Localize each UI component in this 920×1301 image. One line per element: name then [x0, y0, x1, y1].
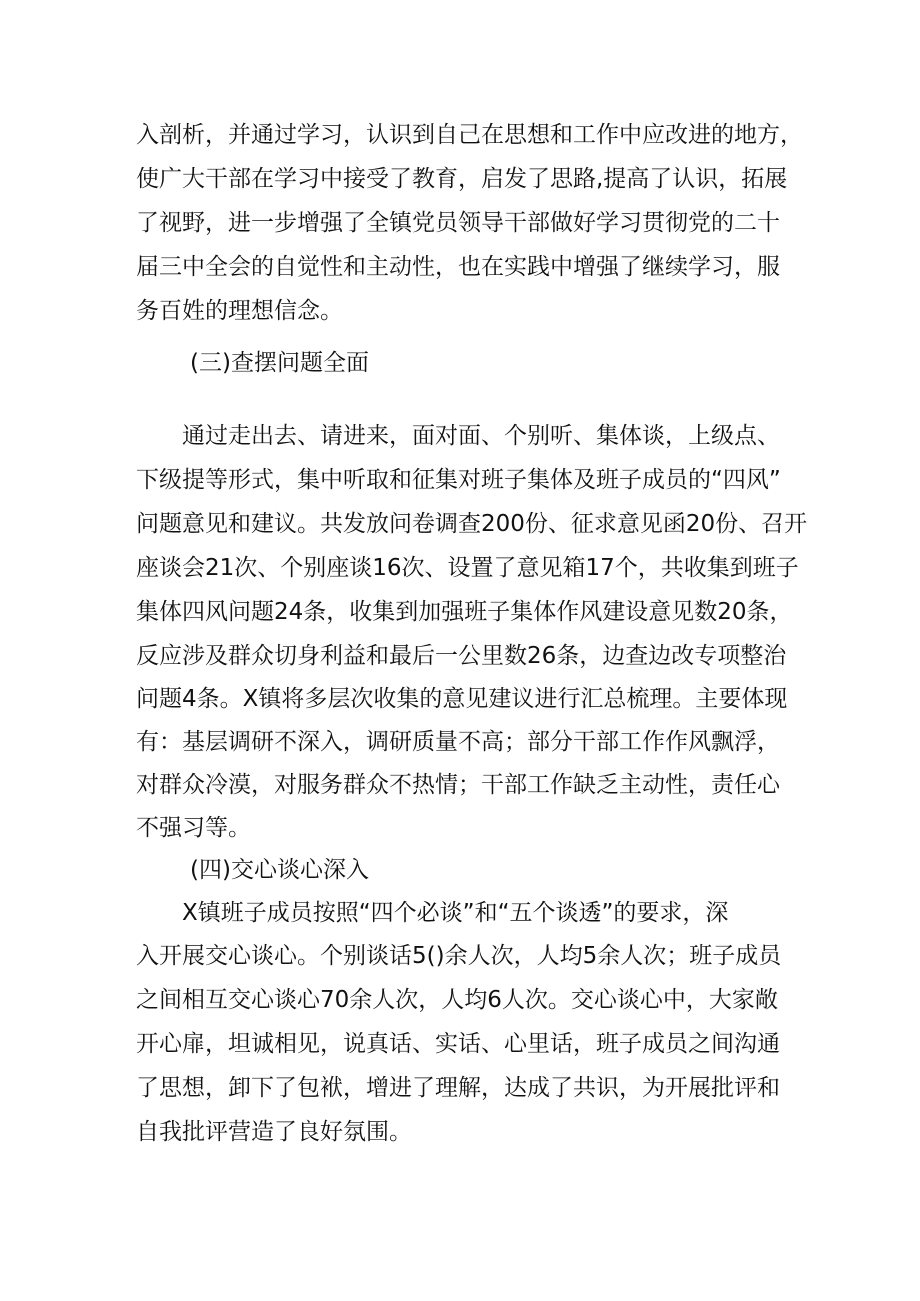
section-heading-4: (四)交心谈心深入 — [190, 857, 369, 883]
paragraph-line: 自我批评营造了良好氛围。 — [136, 1119, 412, 1145]
section-heading-3: (三)查摆问题全面 — [190, 350, 369, 376]
paragraph-line: 问题4条。X镇将多层次收集的意见建议进行汇总梳理。主要体现 — [136, 686, 788, 712]
paragraph-line: 之间相互交心谈心70余人次，人均6人次。交心谈心中，大家敞 — [136, 987, 778, 1013]
paragraph-line: 入剖析，并通过学习，认识到自己在思想和工作中应改进的地方， — [136, 122, 803, 148]
paragraph-line: 了视野，进一步增强了全镇党员领导干部做好学习贯彻党的二十 — [136, 210, 780, 236]
paragraph-line: 反应涉及群众切身利益和最后一公里数26条，边查边改专项整治 — [136, 643, 787, 669]
paragraph-line: 开心扉，坦诚相见，说真话、实话、心里话，班子成员之间沟通 — [136, 1031, 780, 1057]
paragraph-line: X镇班子成员按照“四个必谈”和“五个谈透”的要求，深 — [182, 900, 729, 926]
paragraph-line: 下级提等形式，集中听取和征集对班子集体及班子成员的“四风” — [136, 467, 781, 493]
paragraph-line: 通过走出去、请进来，面对面、个别听、集体谈，上级点、 — [182, 423, 780, 449]
paragraph-line: 对群众冷漠，对服务群众不热情；干部工作缺乏主动性，责任心 — [136, 772, 780, 798]
paragraph-line: 集体四风问题24条，收集到加强班子集体作风建设意见数20条， — [136, 599, 793, 625]
paragraph-line: 座谈会21次、个别座谈16次、设置了意见箱17个，共收集到班子 — [136, 555, 799, 581]
paragraph-line: 届三中全会的自觉性和主动性，也在实践中增强了继续学习，服 — [136, 254, 780, 280]
paragraph-line: 不强习等。 — [136, 815, 251, 841]
paragraph-line: 有：基层调研不深入，调研质量不高；部分干部工作作风飘浮， — [136, 729, 780, 755]
paragraph-line: 务百姓的理想信念。 — [136, 298, 343, 324]
paragraph-line: 了思想，卸下了包袱，增进了理解，达成了共识，为开展批评和 — [136, 1075, 780, 1101]
paragraph-line: 问题意见和建议。共发放问卷调查200份、征求意见函20份、召开 — [136, 511, 808, 537]
paragraph-line: 入开展交心谈心。个别谈话5()余人次，人均5余人次；班子成员 — [136, 943, 782, 969]
paragraph-line: 使广大干部在学习中接受了教育，启发了思路,提高了认识，拓展 — [136, 166, 788, 192]
